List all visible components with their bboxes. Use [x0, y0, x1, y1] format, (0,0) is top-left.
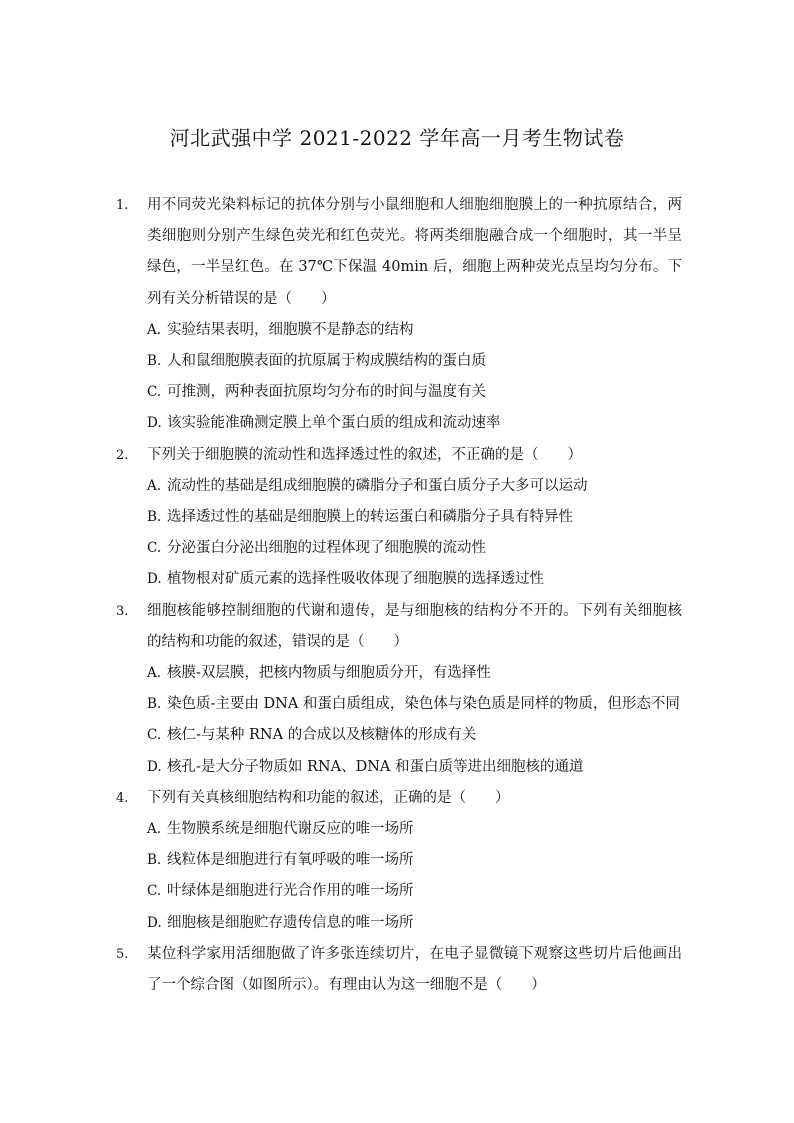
- option-text: 流动性的基础是组成细胞膜的磷脂分子和蛋白质分子大多可以运动: [167, 477, 588, 494]
- question-number: 4.: [116, 790, 129, 806]
- option-c: [147, 876, 682, 907]
- option-text: 植物根对矿质元素的选择性吸收体现了细胞膜的选择透过性: [167, 571, 544, 588]
- question-stem: 用不同荧光染料标记的抗体分别与小鼠细胞和人细胞细胞膜上的一种抗原结合，两类细胞则分别产生绿色荧光和红色荧光。将两类细胞融合成一个细胞时，其一半呈绿色，一半呈红色。在 37℃下保温 40min 后，细胞上两种荧光点呈均匀分布。下列有关分析错误的是（ ）: [147, 197, 682, 307]
- option-d: [147, 752, 682, 783]
- option-a: [147, 315, 682, 346]
- option-c: [147, 377, 682, 408]
- option-letter: A.: [147, 821, 162, 838]
- option-c: [147, 533, 682, 564]
- option-text: 人和鼠细胞膜表面的抗原属于构成膜结构的蛋白质: [167, 353, 486, 370]
- question-number: 5.: [116, 946, 129, 962]
- option-letter: C.: [147, 883, 162, 900]
- option-letter: C.: [147, 727, 162, 744]
- option-letter: C.: [147, 384, 162, 401]
- exam-title: 河北武强中学 2021-2022 学年高一月考生物试卷: [169, 126, 625, 150]
- question-number: 2.: [116, 447, 129, 463]
- option-d: [147, 408, 682, 439]
- option-letter: A.: [147, 477, 162, 494]
- option-letter: C.: [147, 540, 162, 557]
- option-letter: D.: [147, 571, 162, 588]
- option-letter: D.: [147, 914, 162, 931]
- option-a: [147, 471, 682, 502]
- option-text: 线粒体是细胞进行有氧呼吸的唯一场所: [167, 852, 414, 869]
- option-b: [147, 689, 682, 720]
- question-list: [116, 190, 682, 1001]
- question-stem: 细胞核能够控制细胞的代谢和遗传，是与细胞核的结构分不开的。下列有关细胞核的结构和功能的叙述，错误的是（ ）: [147, 602, 682, 650]
- option-letter: D.: [147, 415, 162, 432]
- option-c: [147, 720, 682, 751]
- question-stem: 下列有关真核细胞结构和功能的叙述，正确的是（ ）: [147, 789, 510, 806]
- option-a: [147, 814, 682, 845]
- option-letter: D.: [147, 758, 162, 775]
- option-letter: B.: [147, 696, 162, 713]
- question-5: [116, 939, 682, 1001]
- option-text: 生物膜系统是细胞代谢反应的唯一场所: [167, 821, 414, 838]
- question-stem: 某位科学家用活细胞做了许多张连续切片，在电子显微镜下观察这些切片后他画出了一个综合图（如图所示）。有理由认为这一细胞不是（ ）: [147, 945, 682, 994]
- option-d: [147, 908, 682, 939]
- option-letter: B.: [147, 509, 162, 526]
- option-text: 核膜-双层膜，把核内物质与细胞质分开，有选择性: [167, 665, 491, 682]
- question-1: [116, 190, 682, 440]
- option-letter: B.: [147, 852, 162, 869]
- option-d: [147, 564, 682, 595]
- option-letter: A.: [147, 321, 162, 338]
- question-2: [116, 440, 682, 596]
- option-text: 选择透过性的基础是细胞膜上的转运蛋白和磷脂分子具有特异性: [167, 509, 573, 526]
- option-text: 实验结果表明，细胞膜不是静态的结构: [167, 321, 414, 338]
- option-b: [147, 346, 682, 377]
- option-text: 核仁-与某种 RNA 的合成以及核糖体的形成有关: [167, 727, 477, 744]
- question-stem: 下列关于细胞膜的流动性和选择透过性的叙述，不正确的是（ ）: [147, 446, 582, 463]
- option-text: 染色质-主要由 DNA 和蛋白质组成，染色体与染色质是同样的物质，但形态不同: [167, 696, 680, 713]
- option-text: 该实验能准确测定膜上单个蛋白质的组成和流动速率: [167, 415, 501, 432]
- question-number: 1.: [116, 198, 129, 213]
- question-3: [116, 596, 682, 783]
- option-a: [147, 658, 682, 689]
- question-4: [116, 783, 682, 939]
- option-b: [147, 502, 682, 533]
- option-letter: A.: [147, 665, 162, 682]
- option-text: 分泌蛋白分泌出细胞的过程体现了细胞膜的流动性: [167, 540, 486, 557]
- option-letter: B.: [147, 353, 162, 370]
- option-text: 核孔-是大分子物质如 RNA、DNA 和蛋白质等进出细胞核的通道: [167, 758, 584, 775]
- option-text: 可推测，两种表面抗原均匀分布的时间与温度有关: [167, 384, 486, 401]
- option-b: [147, 845, 682, 876]
- option-text: 细胞核是细胞贮存遗传信息的唯一场所: [167, 914, 414, 931]
- option-text: 叶绿体是细胞进行光合作用的唯一场所: [167, 883, 414, 900]
- question-number: 3.: [116, 603, 129, 619]
